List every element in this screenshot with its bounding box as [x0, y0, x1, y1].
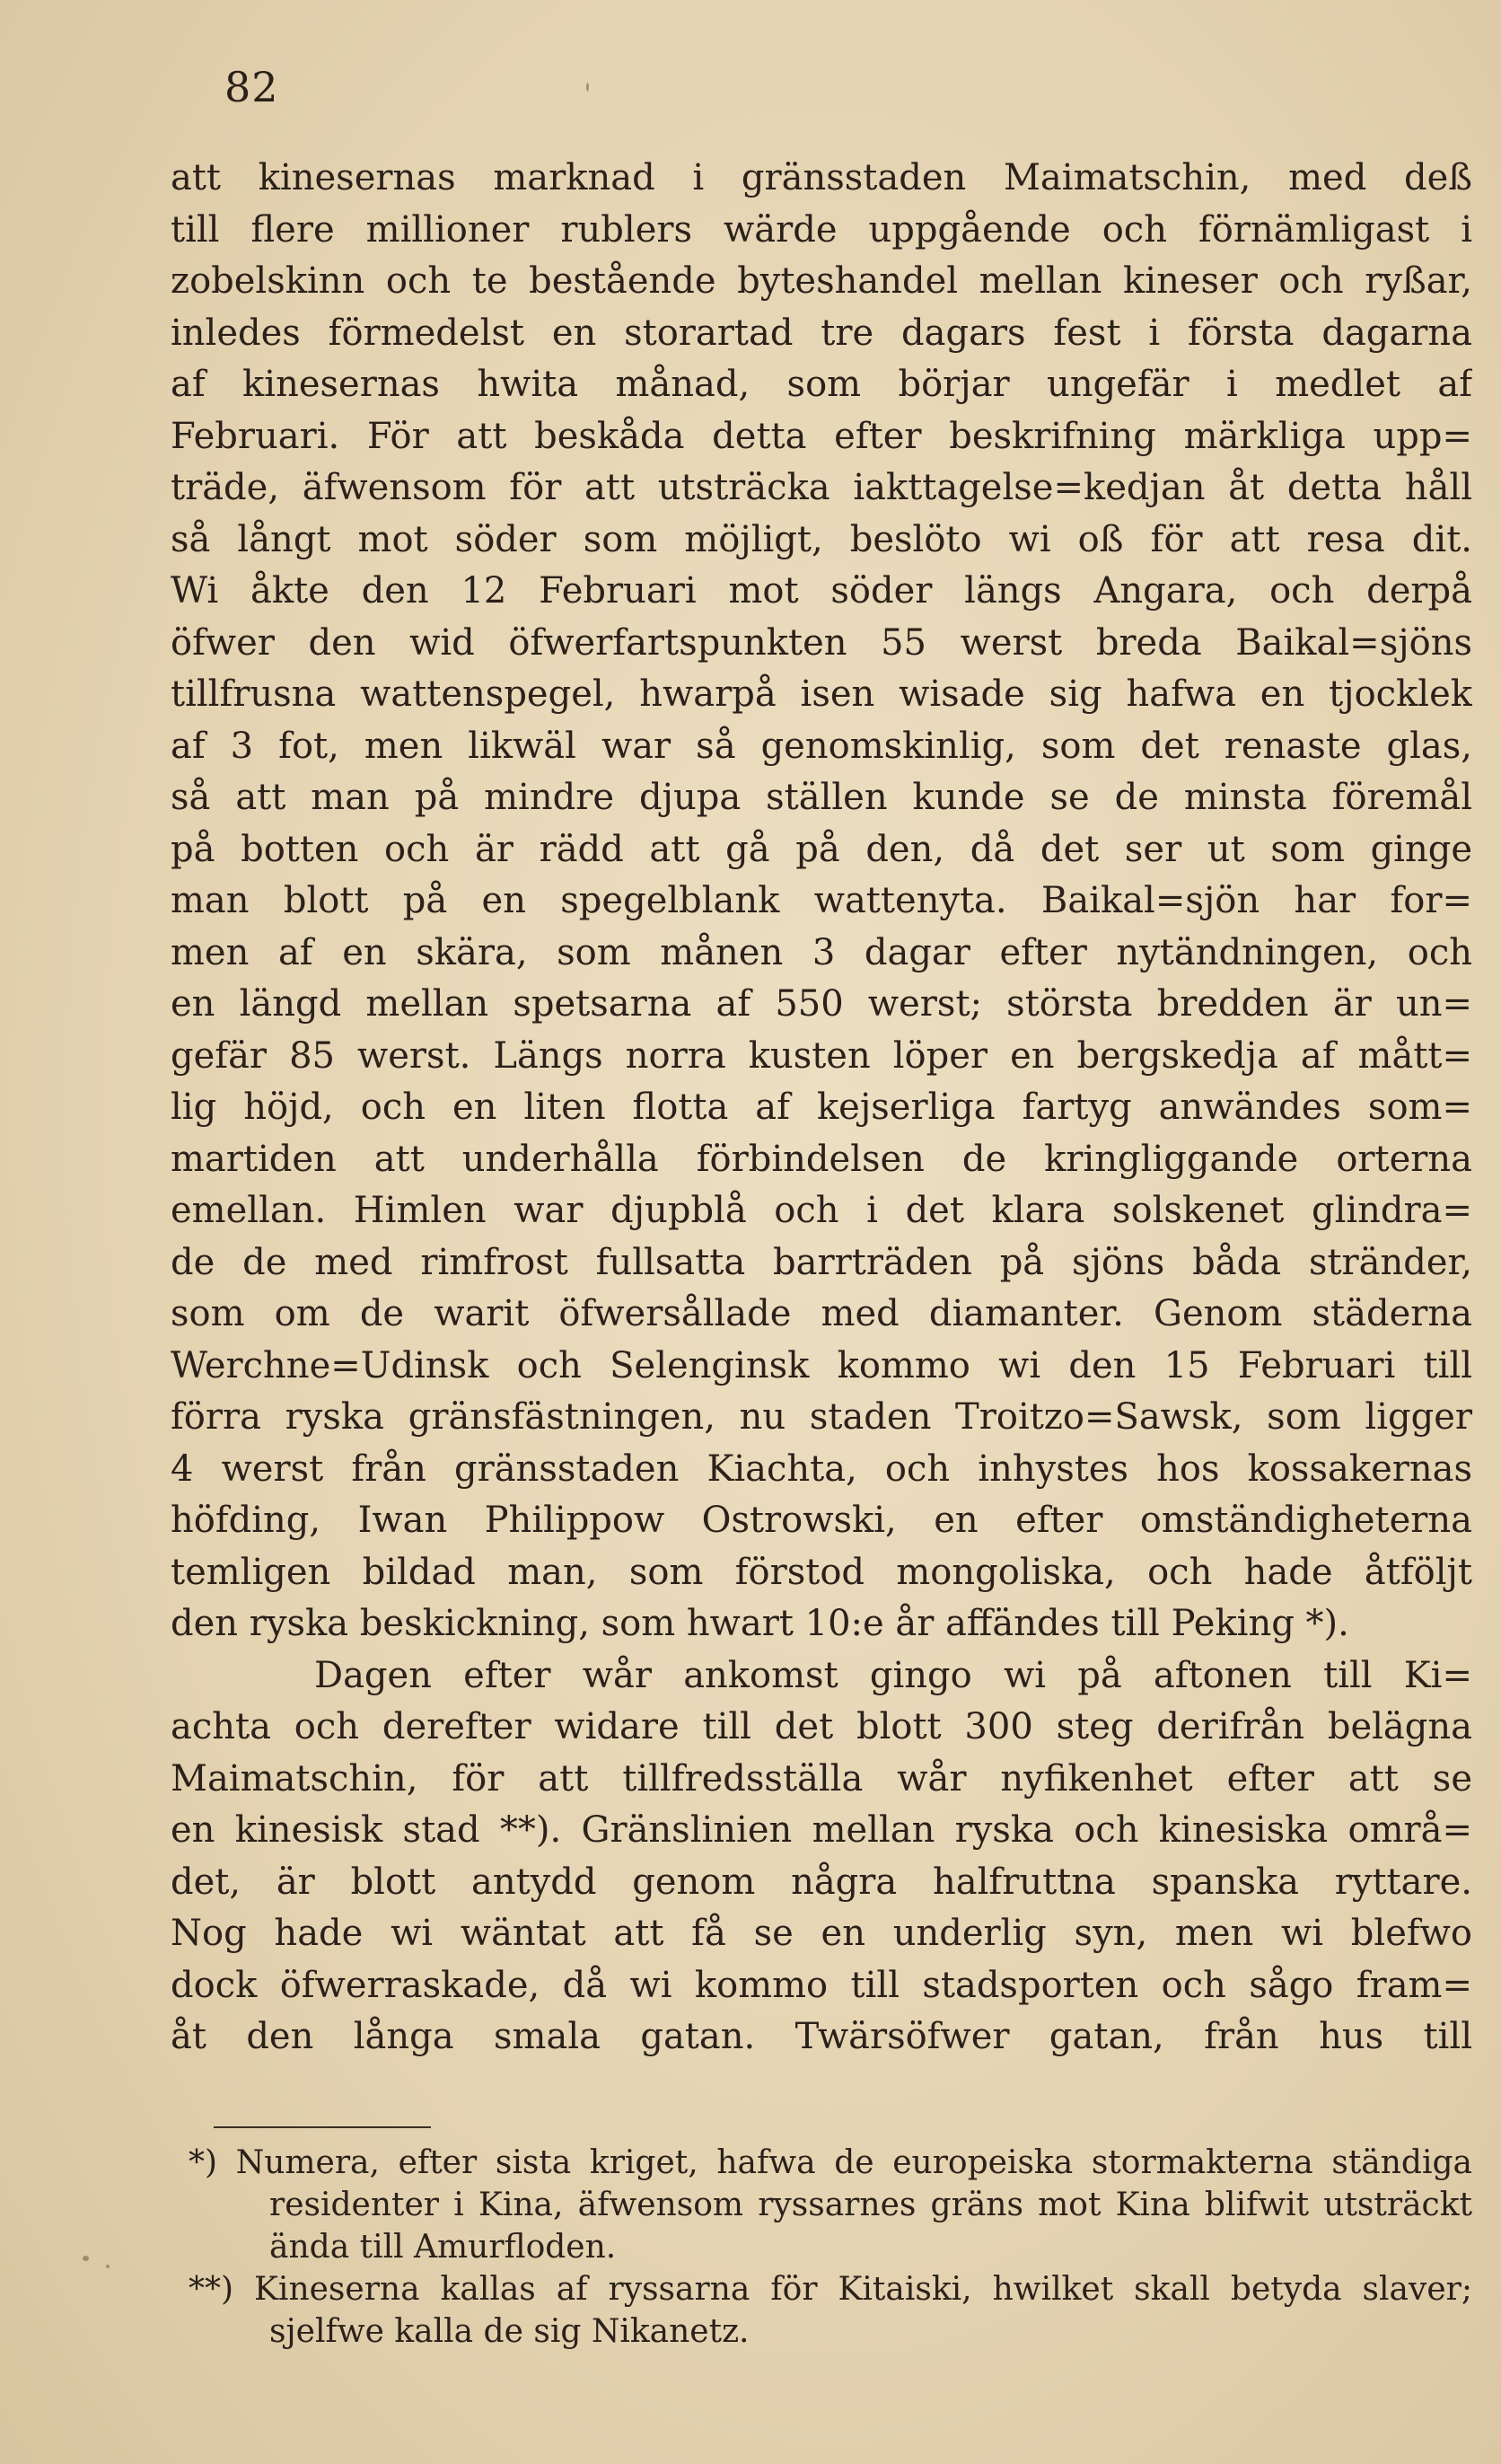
paper-speck: [106, 2265, 110, 2268]
footnote-separator: [214, 2126, 431, 2128]
text-line: att kinesernas marknad i gränsstaden Maimatschin, med deß: [171, 157, 1472, 198]
text-line: tillfrusna wattenspegel, hwarpå isen wisade sig hafwa en tjocklek: [171, 673, 1472, 715]
text-line: så att man på mindre djupa ställen kunde se de minsta föremål: [171, 777, 1472, 818]
text-line: en kinesisk stad **). Gränslinien mellan ryska och kinesiska områ=: [171, 1809, 1472, 1851]
text-line: emellan. Himlen war djupblå och i det klara solskenet glindra=: [171, 1190, 1472, 1231]
text-line: som om de warit öfwersållade med diamanter. Genom städerna: [171, 1293, 1472, 1334]
footnote-1-line: residenter i Kina, äfwensom ryssarnes gräns mot Kina blifwit utsträckt: [269, 2187, 1472, 2223]
text-line: lig höjd, och en liten flotta af kejserliga fartyg anwändes som=: [171, 1087, 1472, 1128]
text-line: temligen bildad man, som förstod mongoliska, och hade åtföljt: [171, 1551, 1472, 1593]
footnote-1-marker: *): [189, 2144, 218, 2181]
footnote-2-line: sjelfwe kalla de sig Nikanetz.: [269, 2313, 750, 2350]
text-line: förra ryska gränsfästningen, nu staden Troitzo=Sawsk, som ligger: [171, 1396, 1472, 1438]
footnote-1-line: ända till Amurfloden.: [269, 2229, 617, 2266]
text-line: Nog hade wi wäntat att få se en underlig syn, men wi blefwo: [171, 1913, 1472, 1954]
footnote-2-line: [189, 2268, 1472, 2310]
paragraph-start-line: Dagen efter wår ankomst gingo wi på aftonen till Ki=: [314, 1654, 1472, 1696]
text-line: så långt mot söder som möjligt, beslöto wi oß för att resa dit.: [171, 518, 1472, 560]
text-line: af 3 fot, men likwäl war så genomskinlig, som det renaste glas,: [171, 725, 1472, 767]
paper-speck: [586, 83, 589, 92]
text-line: en längd mellan spetsarna af 550 werst; största bredden är un=: [171, 983, 1472, 1025]
text-line: de de med rimfrost fullsatta barrträden på sjöns båda stränder,: [171, 1241, 1472, 1283]
text-line: Werchne=Udinsk och Selenginsk kommo wi den 15 Februari till: [171, 1344, 1472, 1386]
footnote-1-line: [189, 2142, 1472, 2184]
text-line: Maimatschin, för att tillfredsställa wår nyfikenhet efter att se: [171, 1757, 1472, 1800]
text-line: Februari. För att beskåda detta efter beskrifning märkliga upp=: [171, 415, 1472, 457]
text-line: höfding, Iwan Philippow Ostrowski, en efter omständigheterna: [171, 1500, 1472, 1541]
footnote-1-text: Numera, efter sista kriget, hafwa de europeiska stormakterna ständiga: [235, 2144, 1472, 2181]
text-line: det, är blott antydd genom några halfruttna spanska ryttare.: [171, 1861, 1472, 1903]
footnotes: [189, 2142, 1472, 2353]
footnote-2-text: Kineserna kallas af ryssarna för Kitaiski, hwilket skall betyda slaver;: [254, 2271, 1472, 2308]
text-line: 4 werst från gränsstaden Kiachta, och inhystes hos kossakernas: [171, 1448, 1472, 1490]
text-line: öfwer den wid öfwerfartspunkten 55 werst breda Baikal=sjöns: [171, 621, 1472, 664]
text-line: zobelskinn och te bestående byteshandel mellan kineser och ryßar,: [171, 260, 1472, 302]
body-text: [171, 153, 1472, 2064]
text-line: gefär 85 werst. Längs norra kusten löper en bergskedja af mått=: [171, 1034, 1472, 1077]
text-line: men af en skära, som månen 3 dagar efter nytändningen, och: [171, 931, 1472, 973]
text-line: dock öfwerraskade, då wi kommo till stadsporten och sågo fram=: [171, 1964, 1472, 2006]
text-line: af kinesernas hwita månad, som börjar ungefär i medlet af: [171, 364, 1472, 405]
text-line: den ryska beskickning, som hwart 10:e år affändes till Peking *).: [171, 1603, 1349, 1644]
paper-speck: [83, 2256, 89, 2261]
text-line: åt den långa smala gatan. Twärsöfwer gatan, från hus till: [171, 2016, 1472, 2057]
text-line: man blott på en spegelblank wattenyta. Baikal=sjön har for=: [171, 880, 1472, 921]
text-line: på botten och är rädd att gå på den, då det ser ut som ginge: [171, 828, 1472, 870]
text-line: Wi åkte den 12 Februari mot söder längs Angara, och derpå: [171, 570, 1472, 612]
text-line: achta och derefter widare till det blott 300 steg derifrån belägna: [171, 1706, 1472, 1747]
text-line: till flere millioner rublers wärde uppgående och förnämligast i: [171, 208, 1472, 251]
text-line: träde, äfwensom för att utsträcka iakttagelse=kedjan åt detta håll: [171, 467, 1472, 508]
text-line: inledes förmedelst en storartad tre dagars fest i första dagarna: [171, 312, 1472, 354]
footnote-2-marker: **): [189, 2271, 234, 2308]
page-number: 82: [224, 63, 279, 111]
text-line: martiden att underhålla förbindelsen de kringliggande orterna: [171, 1138, 1472, 1180]
